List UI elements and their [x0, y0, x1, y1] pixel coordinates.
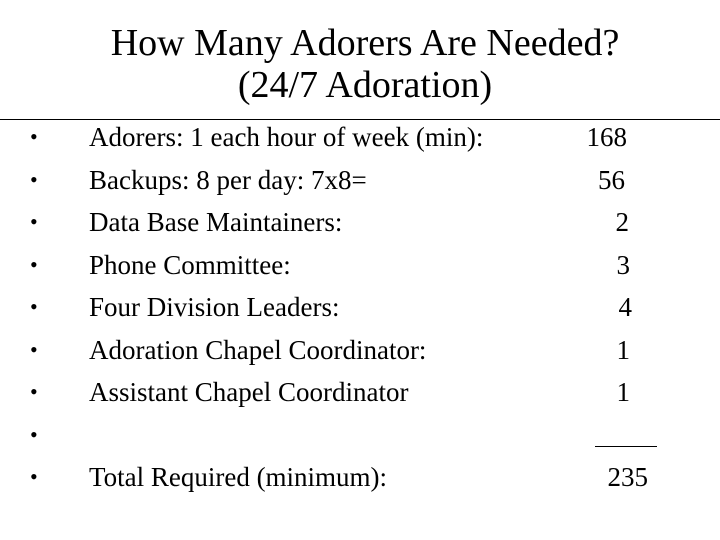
item-label: Adoration Chapel Coordinator:	[89, 334, 427, 365]
item-label: Backups: 8 per day: 7x8=	[89, 164, 367, 195]
bullet: •	[30, 379, 38, 404]
slide-title	[0, 22, 720, 106]
item-value: 4	[618, 292, 632, 322]
item-value: 1	[616, 334, 630, 365]
bullet: •	[30, 336, 38, 362]
bullet: •	[30, 421, 38, 447]
title-line-2: (24/7 Adoration)	[237, 64, 493, 106]
item-value: 56	[598, 164, 625, 195]
item-label: Data Base Maintainers:	[89, 207, 343, 237]
list-item-division-leaders	[0, 286, 720, 329]
list-item-assistant-coordinator	[0, 371, 720, 414]
bullet: •	[30, 294, 38, 319]
list-item-sum-line	[0, 414, 720, 457]
bullet: •	[30, 166, 38, 192]
item-label: Adorers: 1 each hour of week (min):	[89, 122, 484, 152]
bullet: •	[30, 251, 38, 277]
item-value: 168	[586, 122, 627, 152]
list-item-phone-committee	[0, 244, 720, 287]
bullet: •	[30, 124, 38, 149]
staffing-list	[0, 116, 720, 499]
title-line-1: How Many Adorers Are Needed?	[110, 22, 620, 64]
item-value: 235	[607, 462, 648, 492]
item-label: Four Division Leaders:	[89, 292, 340, 322]
item-label: Assistant Chapel Coordinator	[89, 377, 409, 407]
sum-underline	[595, 446, 657, 447]
item-label: Phone Committee:	[89, 249, 291, 280]
bullet: •	[30, 209, 38, 234]
list-item-chapel-coordinator	[0, 329, 720, 372]
item-value: 2	[615, 207, 629, 237]
list-item-backups	[0, 159, 720, 202]
item-value: 3	[616, 249, 630, 280]
item-label: Total Required (minimum):	[89, 462, 388, 492]
list-item-database-maintainers	[0, 201, 720, 244]
list-item-total	[0, 456, 720, 499]
bullet: •	[30, 464, 38, 489]
item-value: 1	[616, 377, 630, 407]
list-item-adorers	[0, 116, 720, 159]
